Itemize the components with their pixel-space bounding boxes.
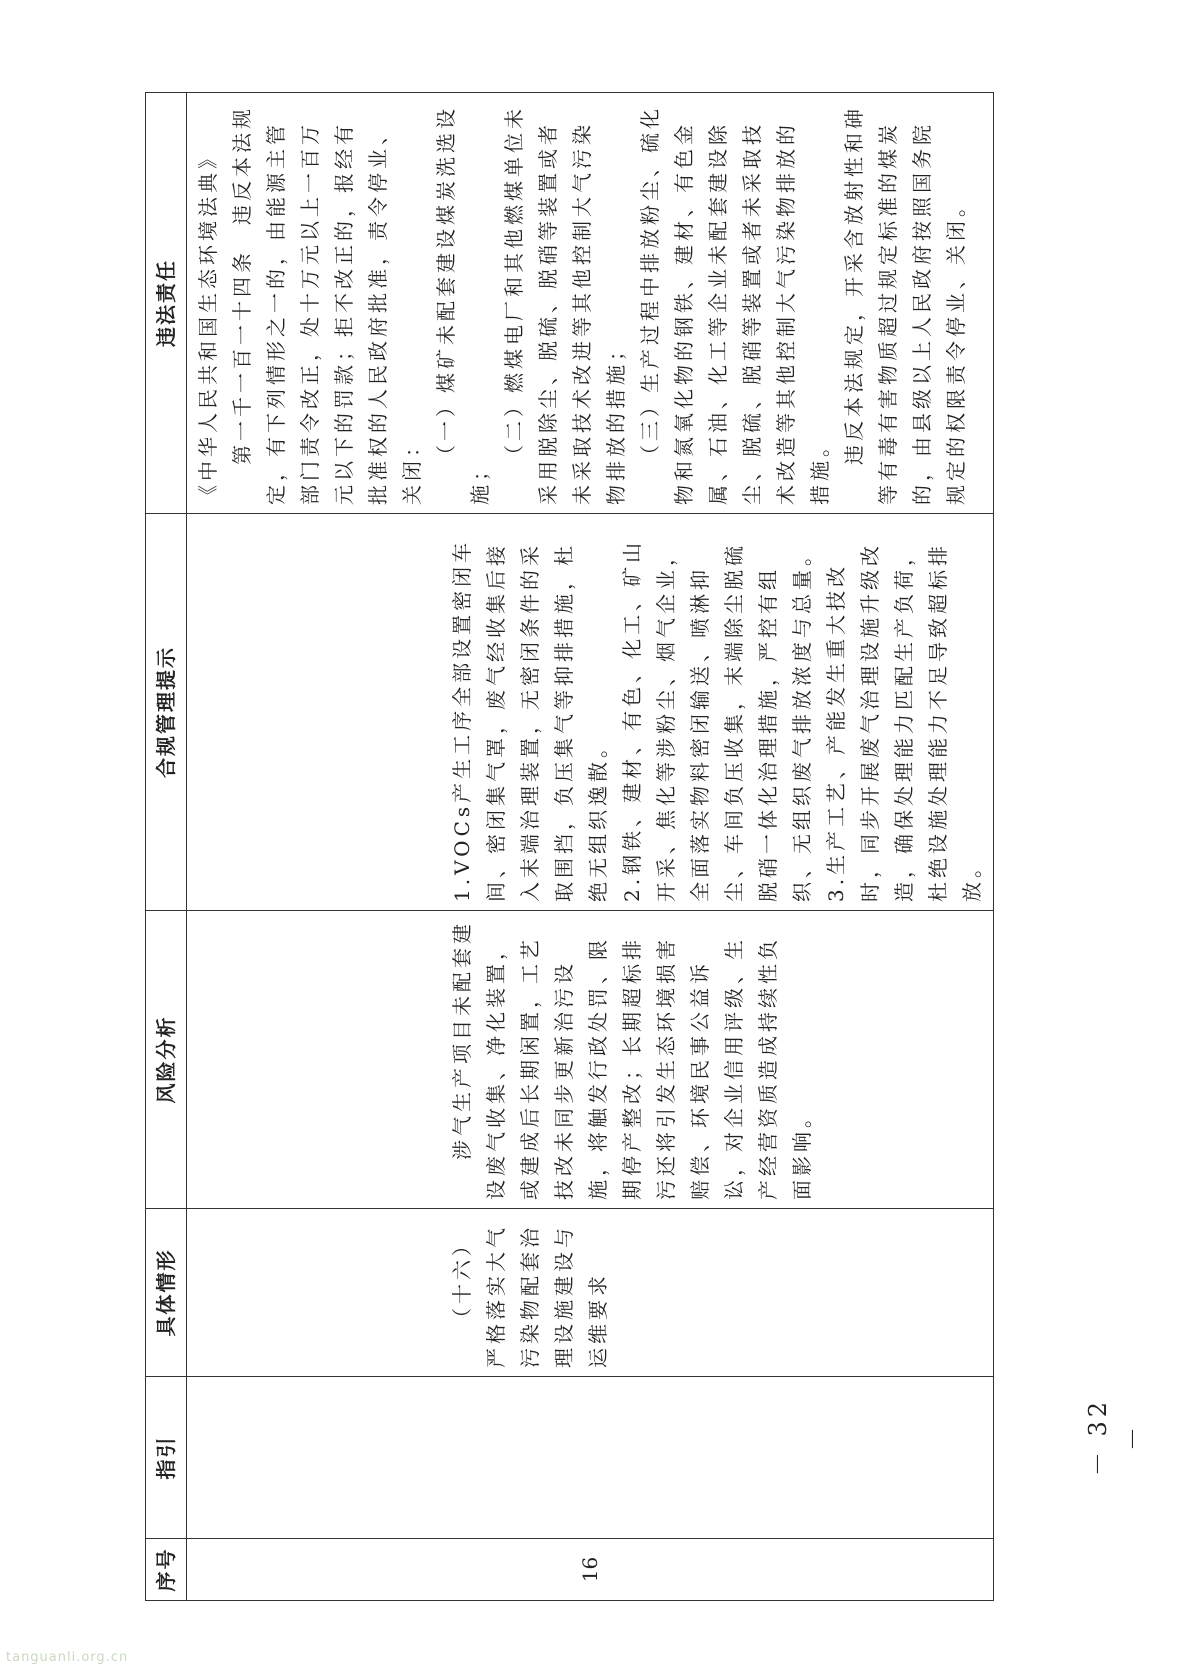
law-item-2: （二）燃煤电厂和其他燃煤单位未采用脱除尘、脱硫、脱硝等装置或者未采取技术改进等其他控制大气污染物排放的措施； bbox=[502, 105, 628, 505]
compliance-item-1: 1.VOCs产生工序全部设置密闭车间、密闭集气罩，废气经收集后接入末端治理装置，无密闭条件的采取围挡，负压集气等抑排措施，杜绝无组织逸散。 bbox=[450, 538, 610, 902]
cell-liability bbox=[187, 93, 994, 514]
compliance-table bbox=[145, 92, 994, 1601]
cell-seq: 16 bbox=[187, 1539, 994, 1601]
watermark-text: tanguanli.org.cn bbox=[6, 1650, 129, 1665]
compliance-item-2: 2.钢铁、建材、有色、化工、矿山开采、焦化等涉粉尘、烟气企业，全面落实物料密闭输送、喷淋抑尘、车间负压收集，末端除尘脱硫脱硝一体化治理措施，严控有组织、无组织废气排放浓度与总量。 bbox=[620, 538, 814, 902]
header-risk: 风险分析 bbox=[146, 911, 187, 1209]
law-item-1: （一）煤矿未配套建设煤炭洗选设施； bbox=[434, 105, 492, 505]
header-liability: 违法责任 bbox=[146, 93, 187, 514]
header-situation: 具体情形 bbox=[146, 1209, 187, 1377]
cell-compliance bbox=[187, 514, 994, 911]
cell-risk bbox=[187, 911, 994, 1209]
law-title: 《中华人民共和国生态环境法典》 bbox=[196, 145, 220, 505]
table-row bbox=[187, 93, 994, 1601]
header-compliance: 合规管理提示 bbox=[146, 514, 187, 911]
compliance-item-3: 3.生产工艺、产能发生重大技改时，同步开展废气治理设施升级改造，确保处理能力匹配生产负荷，杜绝设施处理能力不足导致超标排放。 bbox=[824, 542, 984, 902]
law-closing: 违反本法规定，开采含放射性和砷等有毒有害物质超过规定标准的煤炭的，由县级以上人民政府按照国务院规定的权限责令停业、关闭。 bbox=[842, 105, 968, 505]
cell-guide bbox=[187, 1377, 994, 1539]
header-guide: 指引 bbox=[146, 1377, 187, 1539]
cell-situation bbox=[187, 1209, 994, 1377]
page-number: － 32 － bbox=[1084, 1397, 1147, 1477]
table-header-row bbox=[146, 93, 187, 1601]
law-article: 第一千一百一十四条 违反本法规定，有下列情形之一的，由能源主管部门责令改正，处十万元以上一百万元以下的罚款；拒不改正的，报经有批准权的人民政府批准，责令停业、关闭： bbox=[230, 105, 424, 505]
rotated-table-container bbox=[145, 93, 984, 1601]
situation-text: （十六）严格落实大气污染物配套治理设施建设与运维要求 bbox=[450, 1224, 610, 1368]
header-seq: 序号 bbox=[146, 1539, 187, 1601]
law-item-3: （三）生产过程中排放粉尘、硫化物和氮氧化物的钢铁、建材、有色金属、石油、化工等企业未配套建设除尘、脱硫、脱硝等装置或者未采取技术改造等其他控制大气污染物排放的措施。 bbox=[638, 105, 832, 505]
risk-text: 涉气生产项目未配套建设废气收集、净化装置，或建成后长期闲置，工艺技改未同步更新治污设施，将触发行政处罚、限期停产整改；长期超标排污还将引发生态环境损害赔偿、环境民事公益诉讼，对企业信用评级、生产经营资质造成持续性负面影响。 bbox=[450, 920, 814, 1200]
